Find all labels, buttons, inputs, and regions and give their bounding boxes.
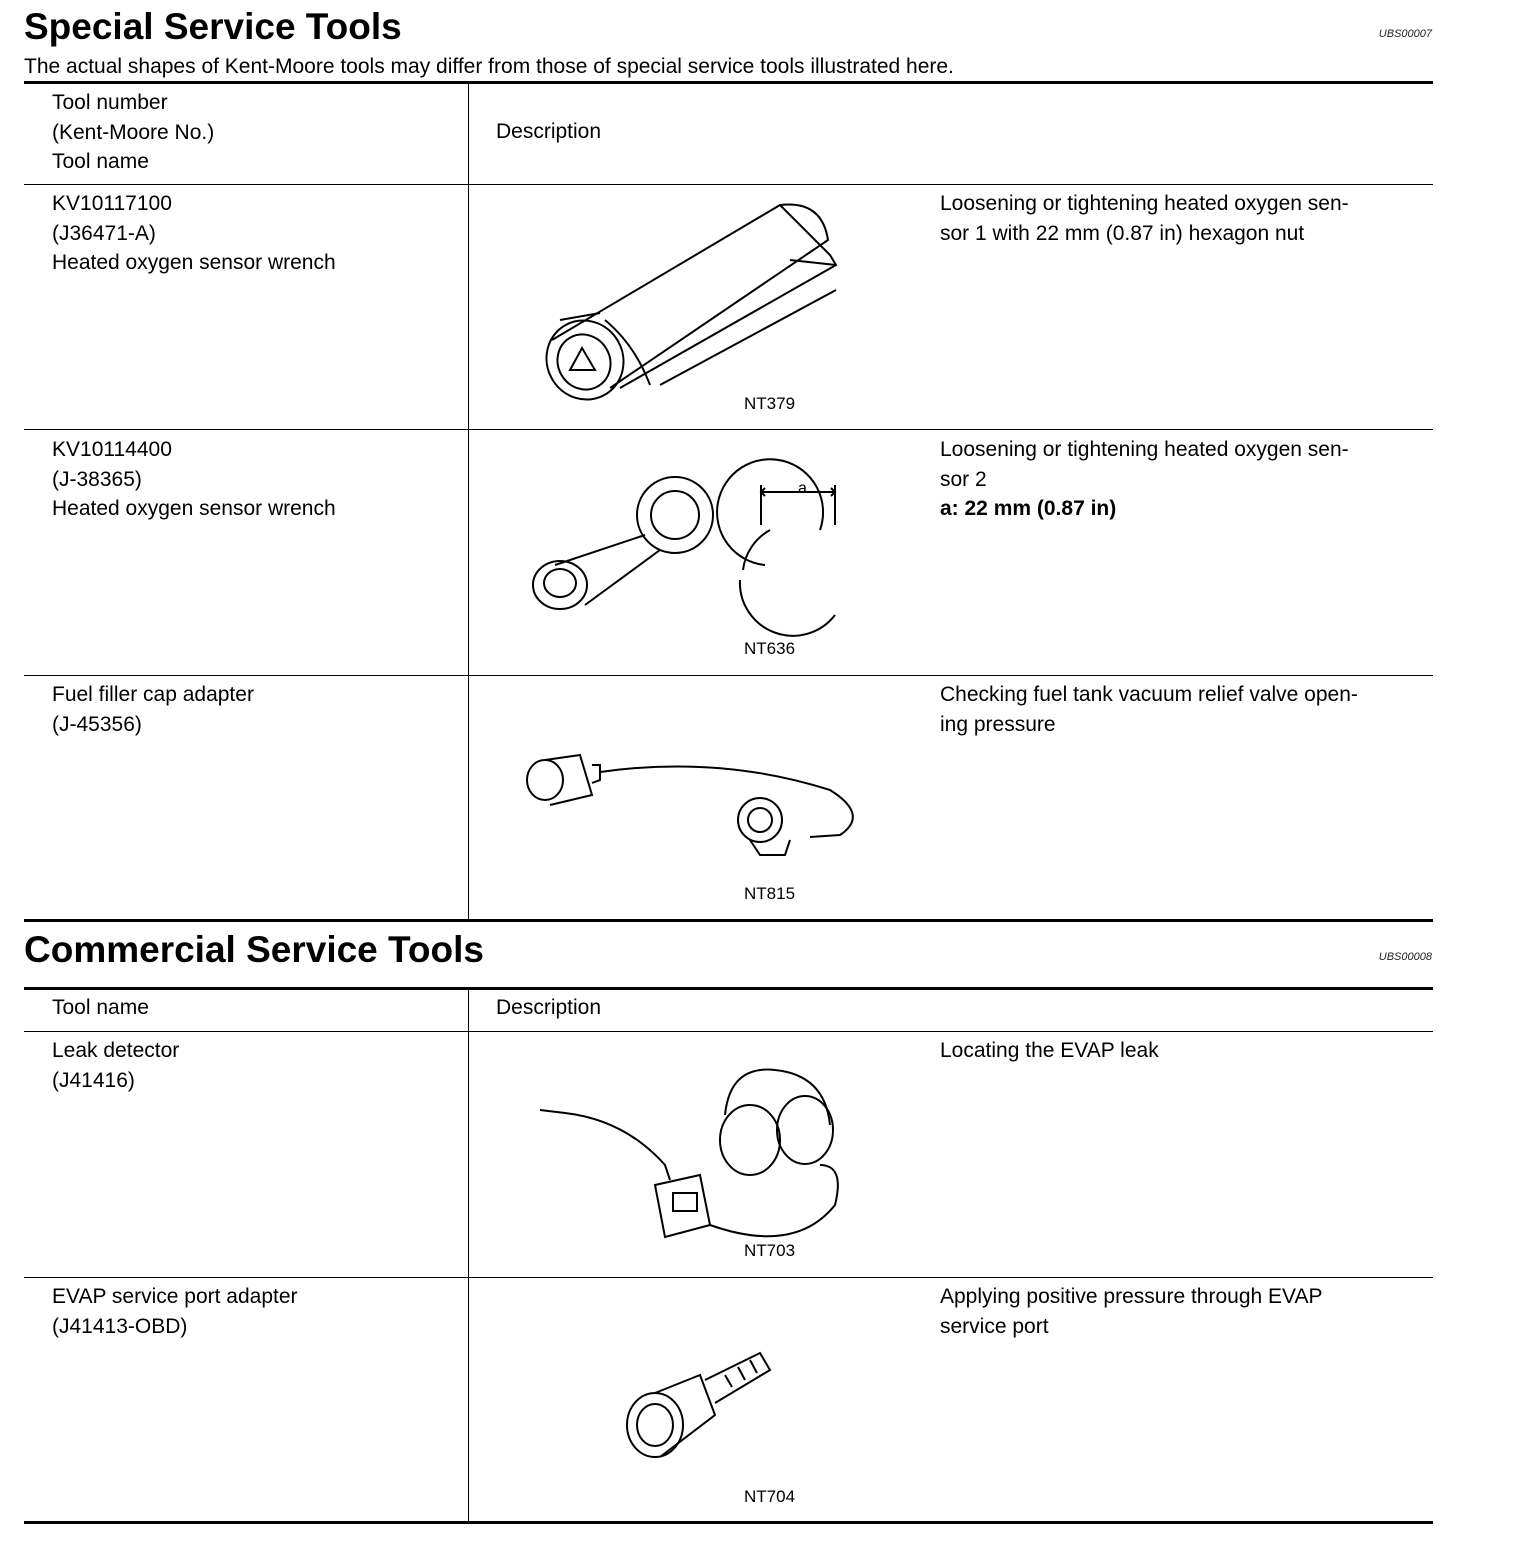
tool-number: KV10117100	[52, 192, 172, 215]
commercial-row-2-description	[940, 1282, 1420, 1341]
commercial-row-1-description	[940, 1036, 1420, 1066]
header-line: (Kent-Moore No.)	[52, 120, 215, 144]
tool-row-3-description	[940, 680, 1420, 739]
figure-code: NT379	[744, 394, 796, 413]
row-divider	[24, 1031, 1433, 1032]
table-top-rule	[24, 987, 1433, 990]
special-tools-intro: The actual shapes of Kent-Moore tools may differ from those of special service tools illustrated here.	[24, 55, 954, 78]
header-line: Tool name	[52, 150, 149, 173]
description-line: Checking fuel tank vacuum relief valve open-	[940, 683, 1358, 706]
commercial-tools-heading: Commercial Service Tools	[24, 929, 484, 970]
figure-code: NT704	[744, 1487, 796, 1506]
description-line: Loosening or tightening heated oxygen sen-	[940, 192, 1349, 215]
tool-name: Heated oxygen sensor wrench	[52, 497, 336, 520]
description-line: sor 2	[940, 467, 987, 491]
dimension-spec: a: 22 mm (0.87 in)	[940, 497, 1117, 520]
commercial-row-1-info	[52, 1036, 179, 1095]
tool-name: Leak detector	[52, 1039, 180, 1062]
commercial-row-2-info	[52, 1282, 298, 1341]
leak-detector-headphones-icon	[535, 1065, 845, 1245]
kent-moore-number: (J36471-A)	[52, 221, 156, 245]
tool-name: Fuel filler cap adapter	[52, 683, 254, 706]
tool-name: Heated oxygen sensor wrench	[52, 251, 336, 274]
row-divider	[24, 429, 1433, 430]
header-tool-name: Tool name	[52, 996, 149, 1019]
kent-moore-number: (J41416)	[52, 1068, 135, 1092]
description-line: service port	[940, 1314, 1049, 1338]
header-tool-column	[52, 88, 214, 177]
column-divider	[468, 84, 469, 919]
tool-name: EVAP service port adapter	[52, 1285, 298, 1308]
kent-moore-number: (J41413-OBD)	[52, 1314, 188, 1338]
description-line: sor 1 with 22 mm (0.87 in) hexagon nut	[940, 221, 1305, 245]
tool-row-1-description	[940, 189, 1420, 248]
row-divider	[24, 184, 1433, 185]
dimension-label: a	[798, 480, 807, 497]
commercial-tools-code: UBS00008	[1378, 951, 1432, 963]
tool-row-2-description	[940, 435, 1420, 524]
description-line: Locating the EVAP leak	[940, 1039, 1159, 1062]
kent-moore-number: (J-38365)	[52, 467, 142, 491]
fuel-cap-adapter-icon	[520, 745, 865, 860]
figure-code: NT815	[744, 884, 796, 903]
oxygen-sensor-socket-wrench-icon	[540, 200, 850, 415]
header-line: Tool number	[52, 91, 168, 114]
column-divider	[468, 990, 469, 1522]
kent-moore-number: (J-45356)	[52, 712, 142, 736]
tool-row-1-info	[52, 189, 336, 278]
service-port-adapter-icon	[620, 1345, 780, 1465]
table-top-rule	[24, 81, 1433, 84]
row-divider	[24, 1277, 1433, 1278]
description-line: Applying positive pressure through EVAP	[940, 1285, 1323, 1308]
tool-row-3-info	[52, 680, 254, 739]
description-line: Loosening or tightening heated oxygen sen-	[940, 438, 1349, 461]
table-bottom-rule	[24, 1521, 1433, 1524]
row-divider	[24, 675, 1433, 676]
figure-code: NT703	[744, 1241, 796, 1260]
special-tools-code: UBS00007	[1378, 28, 1432, 40]
box-end-wrench-icon	[525, 475, 855, 635]
figure-code: NT636	[744, 639, 796, 658]
special-tools-heading: Special Service Tools	[24, 6, 402, 47]
description-line: ing pressure	[940, 712, 1056, 736]
header-description: Description	[496, 996, 602, 1019]
tool-number: KV10114400	[52, 438, 172, 461]
table-bottom-rule	[24, 919, 1433, 922]
header-description: Description	[496, 120, 602, 143]
tool-row-2-info	[52, 435, 336, 524]
